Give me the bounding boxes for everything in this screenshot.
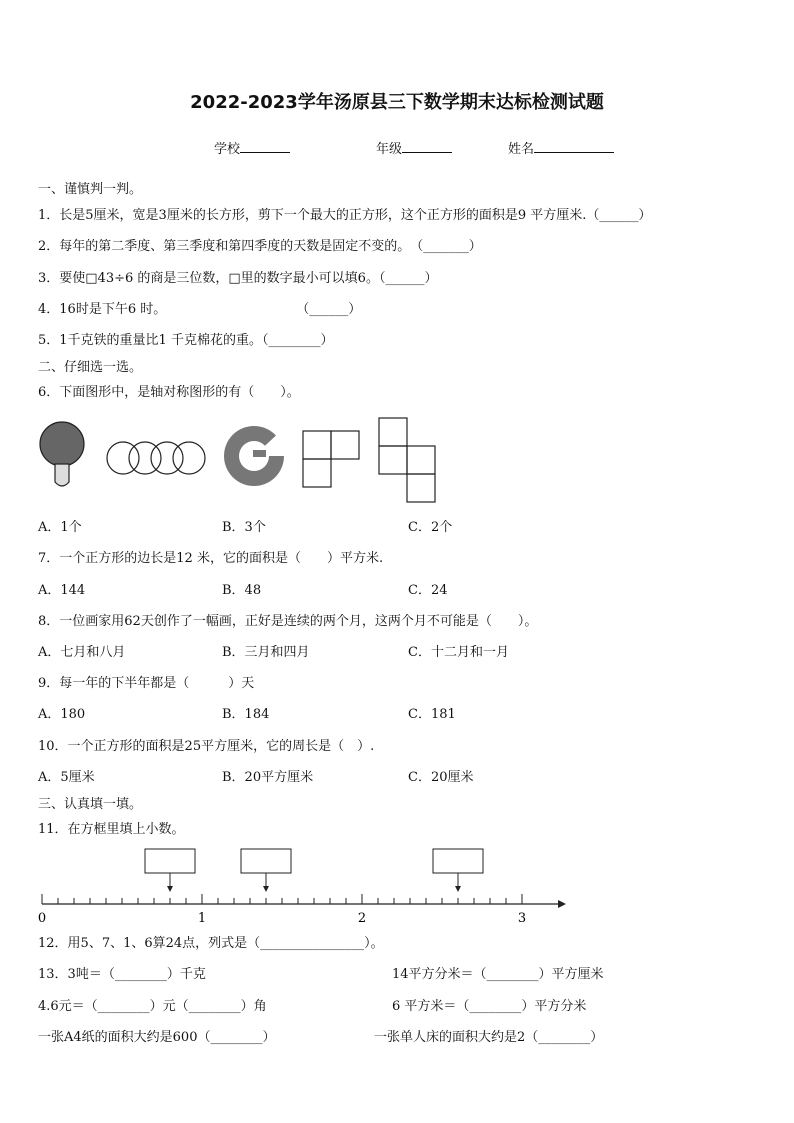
q10-option-a[interactable]: A．5厘米 <box>38 770 95 785</box>
q6-option-b[interactable]: B．3个 <box>222 520 266 535</box>
q9-option-a[interactable]: A．180 <box>38 707 86 722</box>
q8-option-c[interactable]: C．十二月和一月 <box>408 645 509 660</box>
answer-arrowhead-1 <box>167 886 173 892</box>
bank-logo-icon <box>222 424 286 488</box>
q7-option-a[interactable]: A．144 <box>38 583 86 598</box>
q9-option-b[interactable]: B．184 <box>222 707 270 722</box>
number-line <box>0 840 794 930</box>
q13-area-m: 6 平方米＝（________）平方分米 <box>392 999 587 1014</box>
axis-label-2: 2 <box>357 911 367 926</box>
ping-pong-paddle-icon <box>38 420 88 492</box>
section3-heading: 三、认真填一填。 <box>38 797 143 812</box>
q13-bed-area: 一张单人床的面积大约是2（________） <box>374 1030 604 1045</box>
q11-stem: 11．在方框里填上小数。 <box>38 822 185 837</box>
axis-label-0: 0 <box>37 911 47 926</box>
olympic-rings-icon <box>104 438 208 480</box>
q10-stem: 10．一个正方形的面积是25平方厘米，它的周长是（ ）. <box>38 739 375 754</box>
q9-option-c[interactable]: C．181 <box>408 707 456 722</box>
name-label: 姓名 <box>508 142 535 157</box>
q6-option-c[interactable]: C．2个 <box>408 520 453 535</box>
section2-heading: 二、仔细选一选。 <box>38 360 143 375</box>
axis-label-3: 3 <box>517 911 527 926</box>
judge-item-1: 1．长是5厘米，宽是3厘米的长方形，剪下一个最大的正方形，这个正方形的面积是9 平方厘米.（______） <box>38 208 652 223</box>
q8-option-b[interactable]: B．三月和四月 <box>222 645 310 660</box>
q13-weight: 13．3吨＝（________）千克 <box>38 967 206 982</box>
judge-item-3: 3．要使□43÷6 的商是三位数，□里的数字最小可以填6。（______） <box>38 271 438 286</box>
q9-stem: 9．每一年的下半年都是（ ）天 <box>38 676 255 691</box>
q8-option-a[interactable]: A．七月和八月 <box>38 645 126 660</box>
name-field[interactable] <box>508 140 614 158</box>
judge-item-4: 4．16时是下午6 时。 （______） <box>38 302 362 317</box>
squares-figure-zigzag-icon <box>378 417 438 505</box>
school-field[interactable] <box>214 140 290 158</box>
grade-field[interactable] <box>376 140 452 158</box>
answer-box-3[interactable] <box>433 849 483 873</box>
q13-a4-area: 一张A4纸的面积大约是600（________） <box>38 1030 276 1045</box>
answer-arrowhead-3 <box>455 886 461 892</box>
judge-item-2: 2．每年的第二季度、第三季度和第四季度的天数是固定不变的。 （_______） <box>38 239 482 254</box>
axis-label-1: 1 <box>197 911 207 926</box>
q8-stem: 8．一位画家用62天创作了一幅画，正好是连续的两个月，这两个月不可能是（ ）。 <box>38 614 538 629</box>
q12-stem: 12．用5、7、1、6算24点，列式是（________________）。 <box>38 936 384 951</box>
q13-area-dm: 14平方分米＝（________）平方厘米 <box>392 967 604 982</box>
q10-option-c[interactable]: C．20厘米 <box>408 770 474 785</box>
judge-item-5: 5．1千克铁的重量比1 千克棉花的重。（________） <box>38 333 334 348</box>
q6-stem: 6．下面图形中，是轴对称图形的有（ ）。 <box>38 385 300 400</box>
answer-box-1[interactable] <box>145 849 195 873</box>
answer-arrowhead-2 <box>263 886 269 892</box>
school-label: 学校 <box>214 142 241 157</box>
section1-heading: 一、谨慎判一判。 <box>38 182 143 197</box>
q7-stem: 7．一个正方形的边长是12 米，它的面积是（ ）平方米. <box>38 551 384 566</box>
q10-option-b[interactable]: B．20平方厘米 <box>222 770 314 785</box>
q6-option-a[interactable]: A．1个 <box>38 520 82 535</box>
q7-option-b[interactable]: B．48 <box>222 583 262 598</box>
q13-money: 4.6元＝（________）元（________）角 <box>38 999 267 1014</box>
q7-option-c[interactable]: C．24 <box>408 583 448 598</box>
answer-box-2[interactable] <box>241 849 291 873</box>
squares-figure-l-icon <box>302 430 362 490</box>
grade-label: 年级 <box>376 142 403 157</box>
page-title: 2022-2023学年汤原县三下数学期末达标检测试题 <box>190 92 604 113</box>
